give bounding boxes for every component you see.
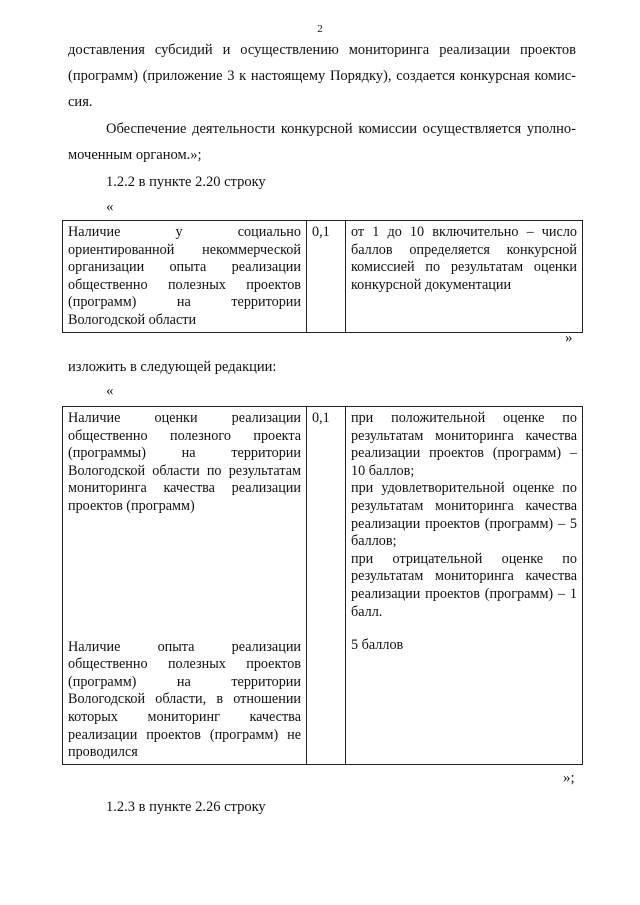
support-line-1: Обеспечение деятельности конкурсной комиссии осуществляется уполно- [106,121,576,137]
score-cell [346,221,583,333]
table-old-row [62,220,583,333]
criterion-2-text: Наличие опыта реализации общественно полезных проектов (программ) на территории Вологодской области, в отношении которых мониторинг качества реализации проектов (программ) не проводился [68,638,301,761]
support-paragraph [68,116,576,168]
weight-cell [307,221,346,333]
intro-line-3: сия. [68,94,93,110]
table-row [63,407,583,765]
close-quote-1: » [565,330,573,346]
score-text: от 1 до 10 включительно – число баллов определяется конкурсной комиссией по результатам оценки конкурсной документации [351,224,577,293]
intro-paragraph [68,37,576,115]
page-number: 2 [317,23,323,35]
support-line-2: моченным органом.»; [68,147,202,163]
criterion-cell [63,221,307,333]
weight-text: 0,1 [312,224,330,240]
score-cell [346,407,583,765]
criterion-1-text: Наличие оценки реализации общественно полезного проекта (программы) на территории Вологодской области по результатам мониторинга качества реализации проектов (программ) [68,410,301,514]
score-negative-text: при отрицательной оценке по результатам мониторинга качества реализации проектов (программ) – 1 балл. [351,550,577,620]
item-1-2-3: 1.2.3 в пункте 2.26 строку [106,799,266,815]
score-2-text: 5 баллов [351,637,404,654]
intro-line-2: (программ) (приложение 3 к настоящему Порядку), создается конкурсная комис- [68,68,576,84]
criterion-cell [63,407,307,765]
replace-instruction: изложить в следующей редакции: [68,359,277,375]
weight-cell [307,407,346,765]
score-positive-text: при положительной оценке по результатам мониторинга качества реализации проектов (программ) – 10 баллов; [351,410,577,479]
table-row [63,221,583,333]
weight-text: 0,1 [312,410,330,426]
open-quote-1: « [106,199,114,215]
intro-line-1: доставления субсидий и осуществлению мониторинга реализации проектов [68,42,576,58]
item-1-2-2: 1.2.2 в пункте 2.20 строку [106,174,266,190]
table-new-row [62,406,583,765]
criterion-text: Наличие у социально ориентированной некоммерческой организации опыта реализации общественно полезных проектов (программ) на территории Вологодской области [68,224,301,328]
open-quote-2: « [106,383,114,399]
score-satisfactory-text: при удовлетворительной оценке по результатам мониторинга качества реализации проектов (программ) – 5 баллов; [351,480,577,550]
close-quote-2: »; [563,770,575,786]
